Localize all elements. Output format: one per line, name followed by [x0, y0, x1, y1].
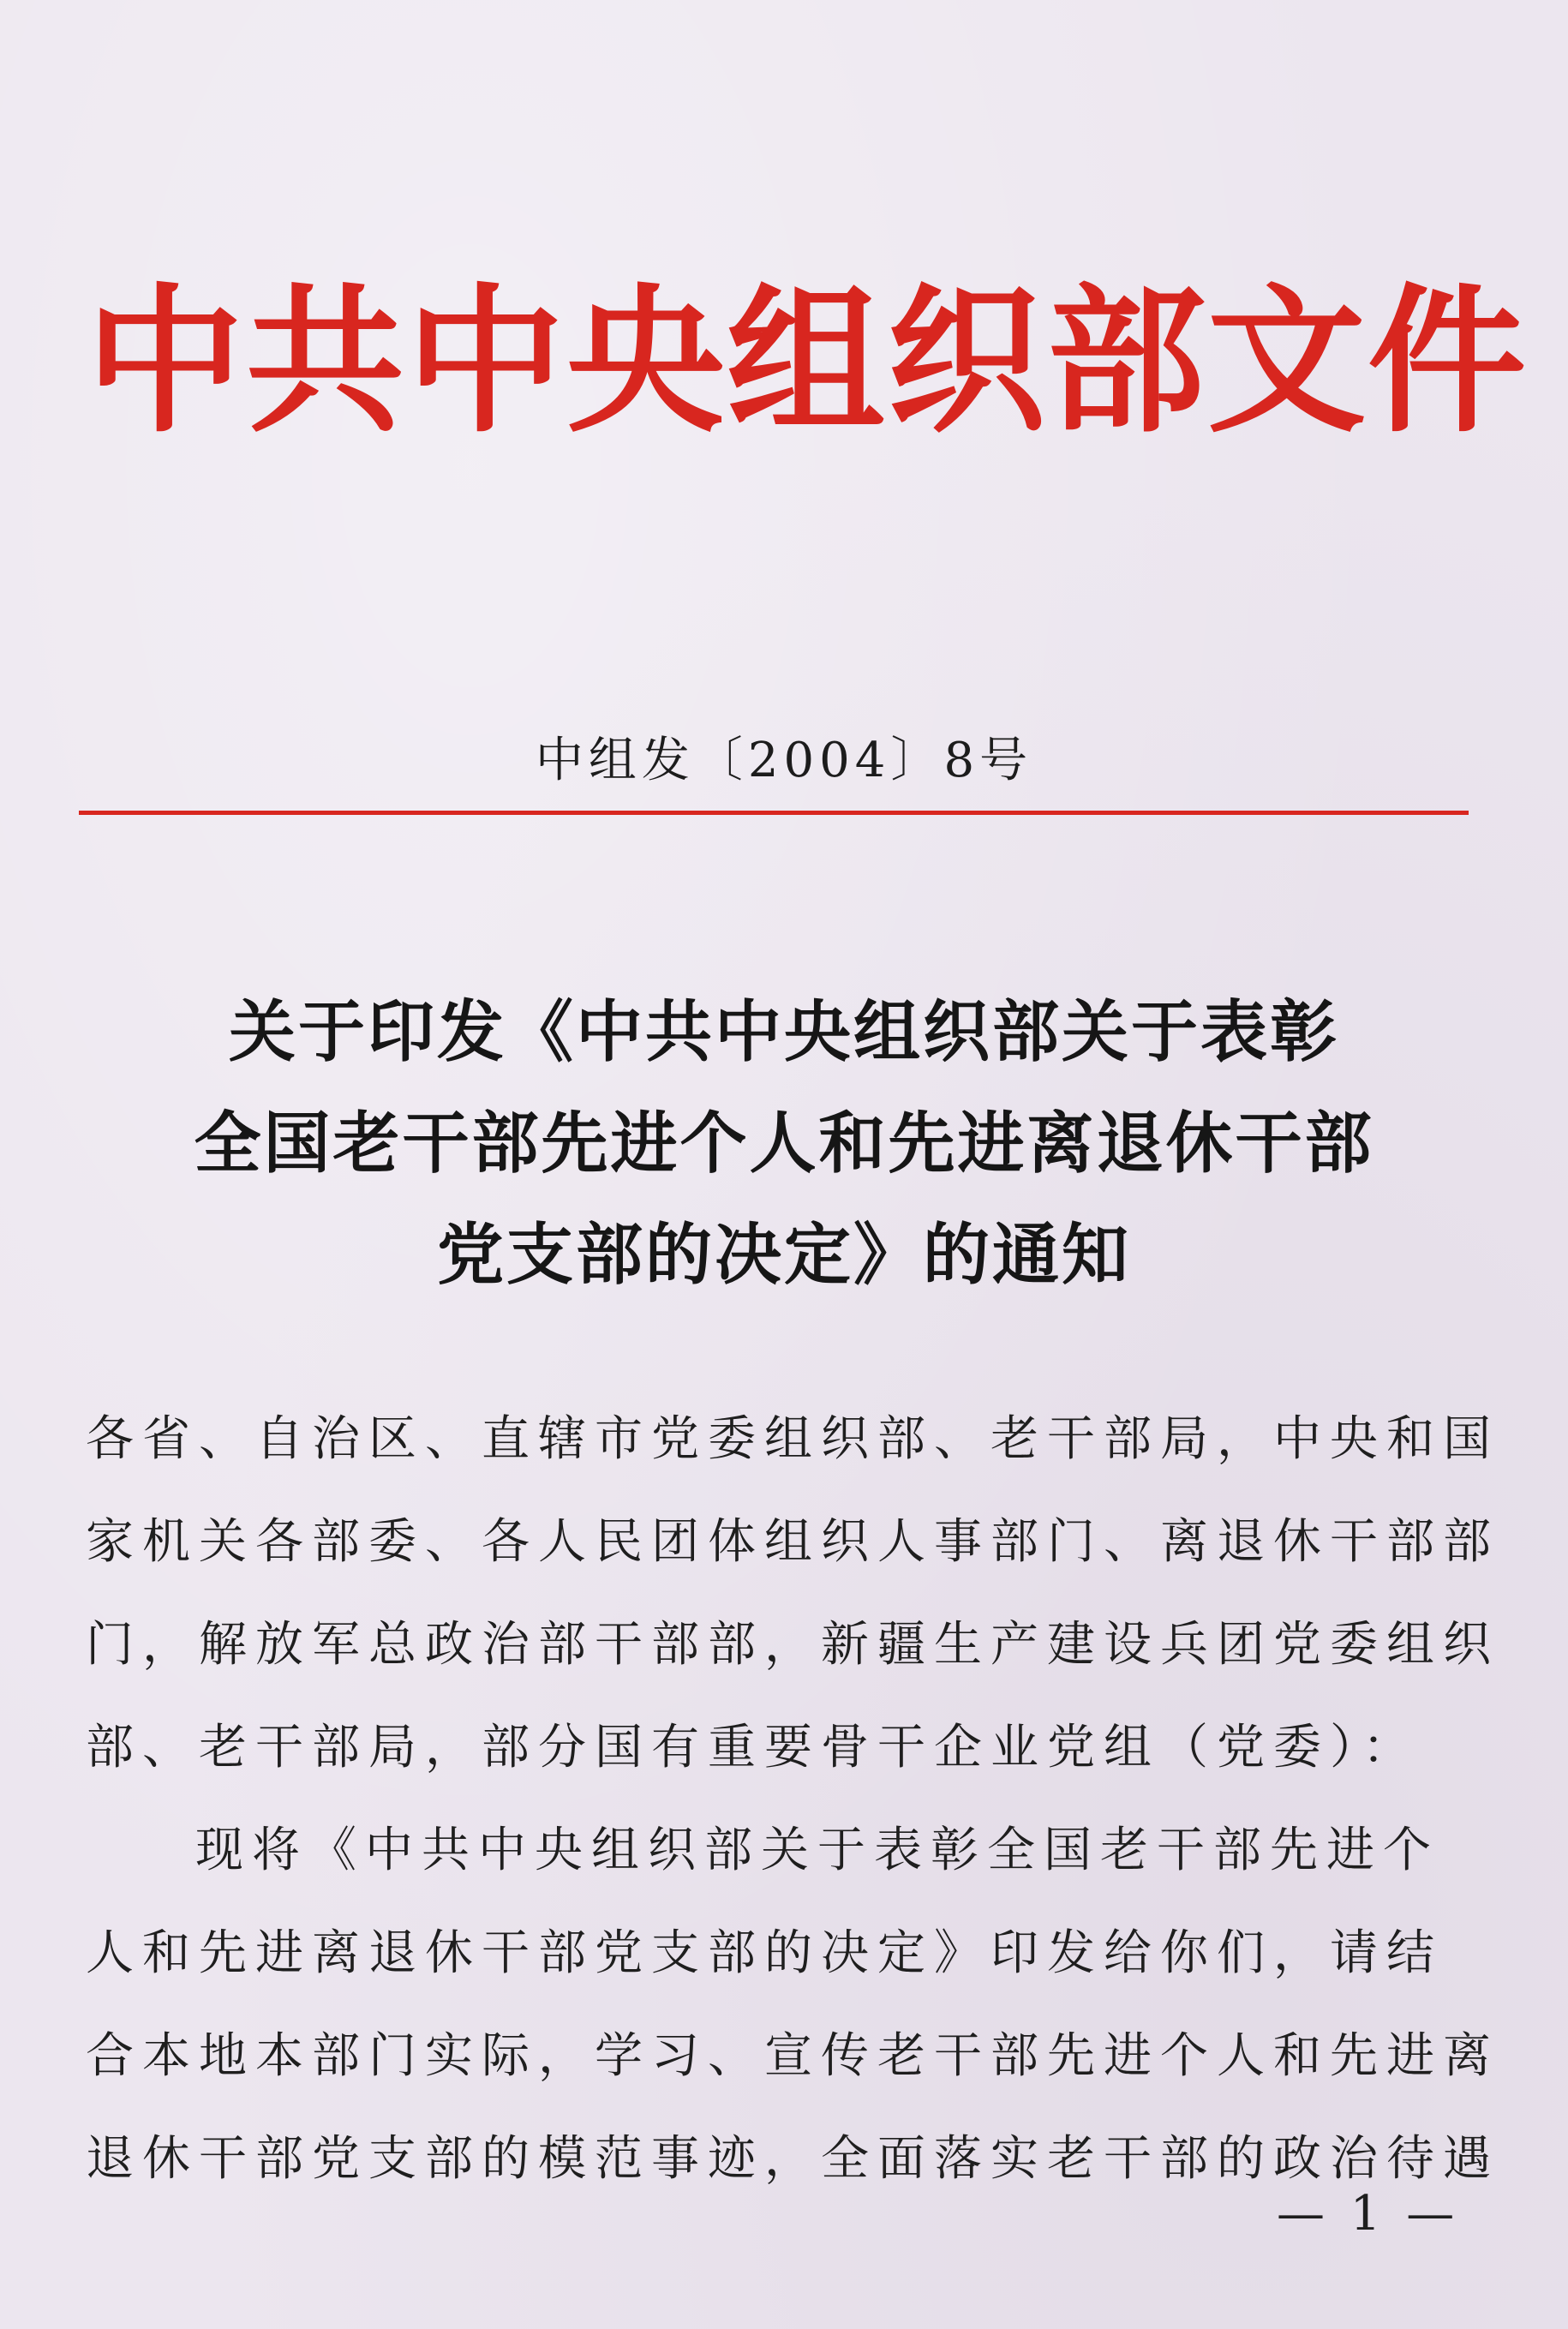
red-divider-line — [79, 811, 1469, 815]
main-paragraph — [86, 1799, 1499, 2211]
document-number: 中组发〔2004〕8号 — [535, 733, 1033, 788]
text-line: 家机关各部委、各人民团体组织人事部门、离退休干部部 — [86, 1514, 1499, 1570]
text-line: 合本地本部门实际，学习、宣传老干部先进个人和先进离 — [86, 2028, 1499, 2084]
text-line: 部、老干部局，部分国有重要骨干企业党组（党委）： — [86, 1720, 1419, 1775]
text-line: 门，解放军总政治部干部部，新疆生产建设兵团党委组织 — [86, 1617, 1499, 1673]
title-line: 关于印发《中共中央组织部关于表彰 — [228, 994, 1339, 1071]
page-number: — 1 — — [1277, 2186, 1460, 2242]
text-line: 现将《中共中央组织部关于表彰全国老干部先进个 — [195, 1823, 1439, 1878]
addressee-paragraph — [86, 1388, 1499, 1799]
document-header-title: 中共中央组织部文件 — [86, 269, 1528, 454]
notice-title — [86, 977, 1482, 1311]
text-line: 人和先进离退休干部党支部的决定》印发给你们，请结 — [86, 1925, 1443, 1981]
title-line: 党支部的决定》的通知 — [436, 1217, 1131, 1294]
body-text — [86, 1388, 1499, 2211]
text-line: 退休干部党支部的模范事迹，全面落实老干部的政治待遇 — [86, 2131, 1499, 2187]
title-line: 全国老干部先进个人和先进离退休干部 — [194, 1105, 1374, 1182]
text-line: 各省、自治区、直辖市党委组织部、老干部局，中央和国 — [86, 1411, 1499, 1467]
